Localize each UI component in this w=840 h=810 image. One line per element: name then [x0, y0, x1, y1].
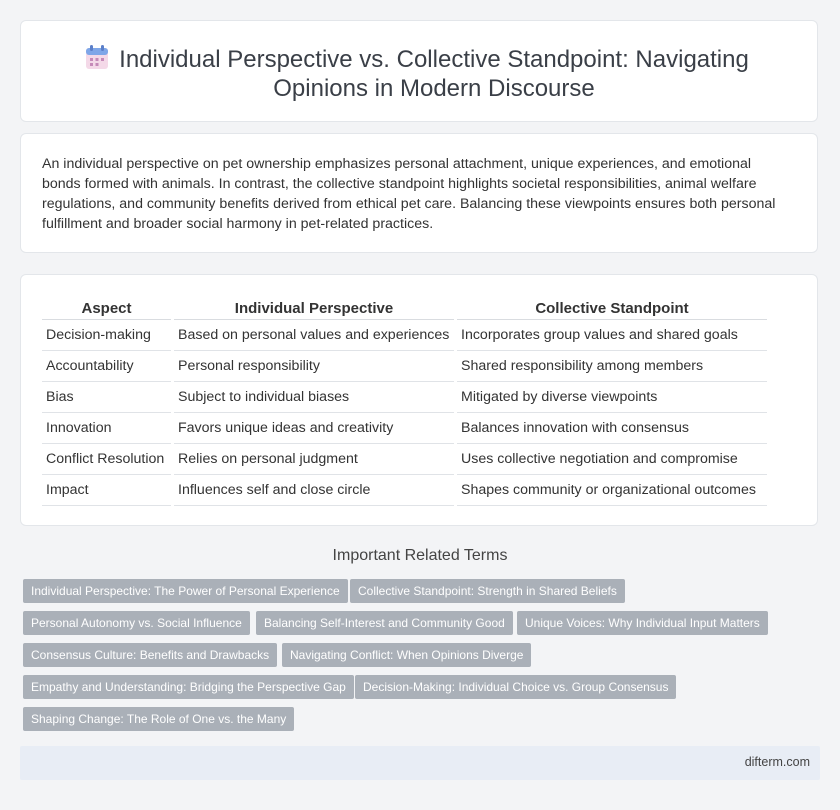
related-terms-heading: Important Related Terms	[332, 547, 508, 564]
comparison-table	[42, 295, 767, 506]
table-cell: Innovation	[42, 413, 173, 444]
table-cell: Shared responsibility among members	[456, 351, 768, 382]
header-collective: Collective Standpoint	[456, 295, 768, 320]
related-term-tag[interactable]: Navigating Conflict: When Opinions Diverge	[282, 643, 531, 667]
related-term-tag[interactable]: Unique Voices: Why Individual Input Matters	[517, 611, 768, 635]
table-cell: Impact	[42, 475, 173, 506]
table-cell: Shapes community or organizational outcomes	[456, 475, 768, 506]
table-cell: Uses collective negotiation and compromise	[456, 444, 768, 475]
table-cell: Mitigated by diverse viewpoints	[456, 382, 768, 413]
table-cell: Personal responsibility	[173, 351, 456, 382]
page-title: Individual Perspective vs. Collective Standpoint: Navigating Opinions in Modern Discourse	[119, 46, 749, 102]
table-cell: Conflict Resolution	[42, 444, 173, 475]
related-term-tag[interactable]: Balancing Self-Interest and Community Good	[256, 611, 513, 635]
table-cell: Incorporates group values and shared goals	[456, 320, 768, 351]
table-row	[42, 320, 767, 351]
header-aspect: Aspect	[42, 295, 173, 320]
related-term-tag[interactable]: Decision-Making: Individual Choice vs. Group Consensus	[355, 675, 676, 699]
table-row	[42, 475, 767, 506]
summary-card	[20, 133, 818, 253]
table-row	[42, 444, 767, 475]
table-cell: Accountability	[42, 351, 173, 382]
table-cell: Favors unique ideas and creativity	[173, 413, 456, 444]
footer	[20, 746, 820, 780]
related-term-tag[interactable]: Personal Autonomy vs. Social Influence	[23, 611, 250, 635]
header-individual: Individual Perspective	[173, 295, 456, 320]
table-row	[42, 382, 767, 413]
table-header-row	[42, 295, 767, 320]
related-term-tag[interactable]: Shaping Change: The Role of One vs. the Many	[23, 707, 294, 731]
table-cell: Decision-making	[42, 320, 173, 351]
table-cell: Influences self and close circle	[173, 475, 456, 506]
table-cell: Balances innovation with consensus	[456, 413, 768, 444]
summary-text: An individual perspective on pet ownership emphasizes personal attachment, unique experiences, and emotional bonds formed with animals. In contrast, the collective standpoint highlights societal responsibilities, animal welfare regulations, and community benefits derived from ethical pet care. Balancing these viewpoints ensures both personal fulfillment and broader social harmony in pet-related practices.	[42, 156, 776, 232]
site-name[interactable]: difterm.com	[744, 755, 810, 769]
comparison-card	[20, 274, 818, 526]
table-cell: Bias	[42, 382, 173, 413]
related-term-tag[interactable]: Consensus Culture: Benefits and Drawbacks	[23, 643, 277, 667]
related-term-tag[interactable]: Individual Perspective: The Power of Personal Experience	[23, 579, 348, 603]
table-row	[42, 351, 767, 382]
table-cell: Subject to individual biases	[173, 382, 456, 413]
table-cell: Relies on personal judgment	[173, 444, 456, 475]
header-card	[20, 20, 818, 122]
related-term-tag[interactable]: Empathy and Understanding: Bridging the Perspective Gap	[23, 675, 354, 699]
table-row	[42, 413, 767, 444]
table-cell: Based on personal values and experiences	[173, 320, 456, 351]
related-term-tag[interactable]: Collective Standpoint: Strength in Shared Beliefs	[350, 579, 625, 603]
